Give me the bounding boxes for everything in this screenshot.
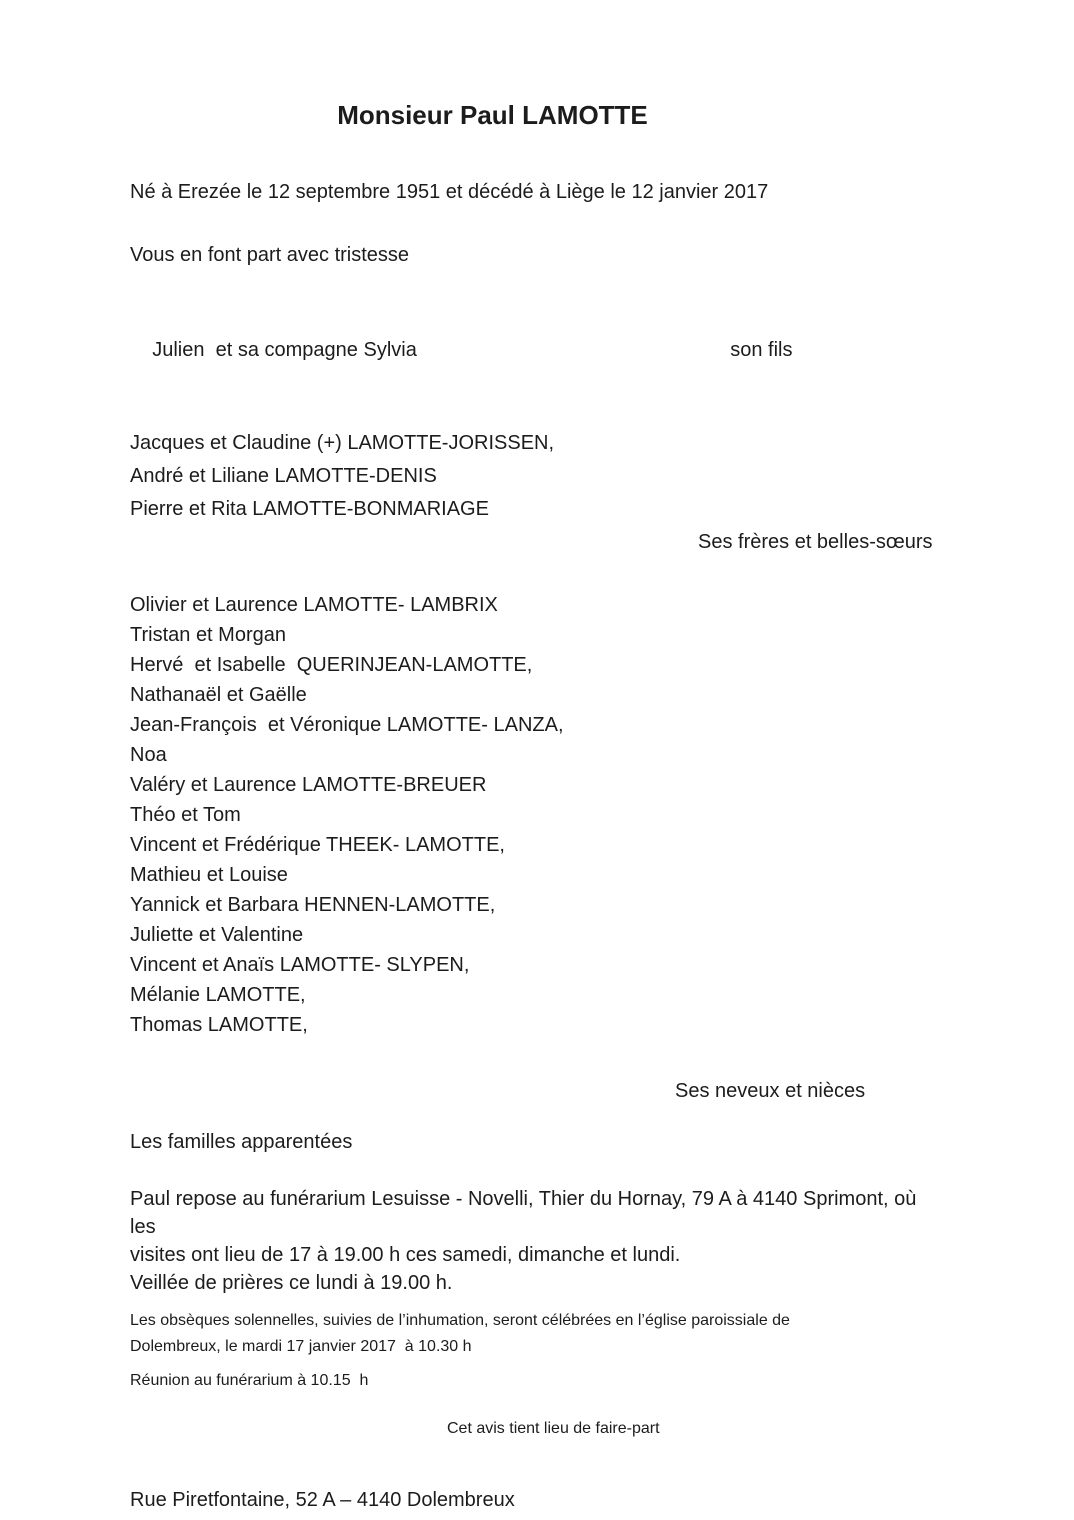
repose-section (130, 1185, 940, 1297)
address-line: Rue Piretfontaine, 52 A – 4140 Dolembreux (130, 1489, 515, 1511)
son-names: Julien et sa compagne Sylvia (152, 339, 417, 361)
son-relation-label: son fils (730, 339, 793, 361)
nephew-row-15: Thomas LAMOTTE, (130, 1014, 308, 1036)
notice-line: Cet avis tient lieu de faire-part (447, 1420, 660, 1437)
families-line: Les familles apparentées (130, 1131, 353, 1153)
obsequies-line-2: Dolembreux, le mardi 17 janvier 2017 à 10.30 h (130, 1338, 472, 1355)
page-title: Monsieur Paul LAMOTTE (337, 100, 648, 130)
obsequies-section (130, 1308, 940, 1360)
nephew-row-14: Mélanie LAMOTTE, (130, 984, 306, 1006)
nephew-row-11: Yannick et Barbara HENNEN-LAMOTTE, (130, 894, 496, 916)
nephew-row-7: Valéry et Laurence LAMOTTE-BREUER (130, 774, 487, 796)
siblings-relation-label: Ses frères et belles-sœurs (698, 531, 933, 553)
siblings-section (130, 427, 940, 559)
repose-line-2: visites ont lieu de 17 à 19.00 h ces samedi, dimanche et lundi. (130, 1244, 681, 1266)
repose-line-3: Veillée de prières ce lundi à 19.00 h. (130, 1272, 453, 1294)
nephew-row-5: Jean-François et Véronique LAMOTTE- LANZA, (130, 714, 564, 736)
nephew-row-1: Olivier et Laurence LAMOTTE- LAMBRIX (130, 594, 498, 616)
nephews-section (130, 590, 940, 1040)
nephew-row-3: Hervé et Isabelle QUERINJEAN-LAMOTTE, (130, 654, 533, 676)
obsequies-line-1: Les obsèques solennelles, suivies de l’inhumation, seront célébrées en l’église paroissiale de (130, 1312, 790, 1329)
repose-line-1: Paul repose au funérarium Lesuisse - Novelli, Thier du Hornay, 79 A à 4140 Sprimont, où les (130, 1188, 922, 1238)
nephews-relation-label: Ses neveux et nièces (675, 1080, 866, 1102)
nephew-row-13: Vincent et Anaïs LAMOTTE- SLYPEN, (130, 954, 470, 976)
birth-death-line: Né à Erezée le 12 septembre 1951 et décédé à Liège le 12 janvier 2017 (130, 181, 769, 203)
nephew-row-12: Juliette et Valentine (130, 924, 304, 946)
sibling-row-3: Pierre et Rita LAMOTTE-BONMARIAGE (130, 498, 489, 520)
nephew-row-2: Tristan et Morgan (130, 624, 286, 646)
nephew-row-8: Théo et Tom (130, 804, 241, 826)
announcement-line: Vous en font part avec tristesse (130, 244, 410, 266)
son-row (130, 305, 940, 395)
sibling-row-1: Jacques et Claudine (+) LAMOTTE-JORISSEN, (130, 432, 555, 454)
reunion-line: Réunion au funérarium à 10.15 h (130, 1372, 369, 1389)
sibling-row-2: André et Liliane LAMOTTE-DENIS (130, 465, 437, 487)
nephew-row-10: Mathieu et Louise (130, 864, 288, 886)
nephew-row-9: Vincent et Frédérique THEEK- LAMOTTE, (130, 834, 505, 856)
nephew-row-4: Nathanaël et Gaëlle (130, 684, 307, 706)
nephew-row-6: Noa (130, 744, 167, 766)
